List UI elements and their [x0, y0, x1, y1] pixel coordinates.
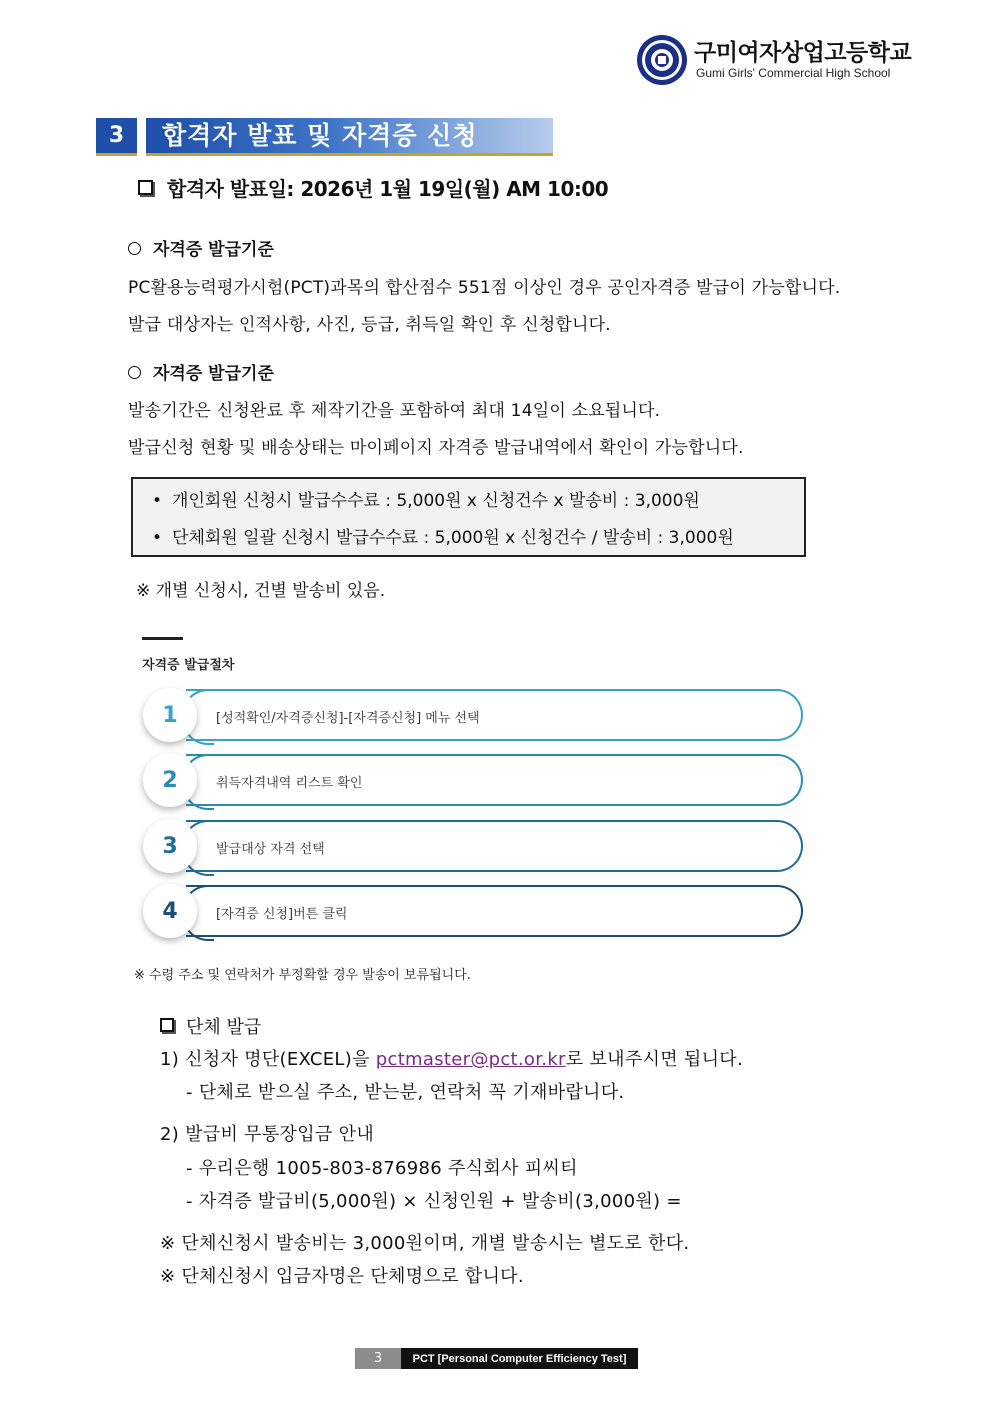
criteria-line-2: 발급 대상자는 인적사항, 사진, 등급, 취득일 확인 후 신청합니다. — [128, 315, 611, 335]
process-title: 자격증 발급절차 — [142, 658, 235, 673]
step-text-4: [자격증 신청]버튼 클릭 — [216, 907, 348, 922]
group-item-2-formula: - 자격증 발급비(5,000원) × 신청인원 + 발송비(3,000원) = — [186, 1191, 682, 1212]
fee-group: • 단체회원 일괄 신청시 발급수수료 : 5,000원 x 신청건수 / 발송비 : 3,000원 — [152, 528, 734, 548]
announcement-date — [138, 173, 608, 202]
group-item-2-bank: - 우리은행 1005-803-876986 주식회사 피씨티 — [186, 1158, 578, 1179]
announcement-text: 합격자 발표일: 2026년 1월 19일(월) AM 10:00 — [167, 177, 609, 201]
section-number: 3 — [96, 118, 137, 156]
checkbox-bullet-icon — [138, 180, 153, 195]
footer-label: PCT [Personal Computer Efficiency Test] — [401, 1348, 638, 1369]
step-text-1: [성적확인/자격증신청]-[자격증신청] 메뉴 선택 — [216, 711, 480, 726]
group-note-1: ※ 단체신청시 발송비는 3,000원이며, 개별 발송시는 별도로 한다. — [160, 1233, 690, 1254]
group-heading: 단체 발급 — [160, 1013, 261, 1039]
step-text-2: 취득자격내역 리스트 확인 — [216, 776, 363, 791]
criteria-line-1: PC활용능력평가시험(PCT)과목의 합산점수 551점 이상인 경우 공인자격증 발급이 가능합니다. — [128, 278, 841, 298]
school-name-korean: 구미여자상업고등학교 — [694, 40, 912, 66]
section-title: 합격자 발표 및 자격증 신청 — [146, 118, 553, 156]
step-number-1: 1 — [143, 688, 197, 742]
step-number-3: 3 — [143, 819, 197, 873]
checkbox-bullet-icon — [160, 1018, 174, 1032]
criteria-heading-1: 자격증 발급기준 — [128, 235, 274, 260]
step-text-3: 발급대상 자격 선택 — [216, 842, 325, 857]
email-link[interactable]: pctmaster@pct.or.kr — [375, 1049, 566, 1070]
group-item-1: 1) 신청자 명단(EXCEL)을 pctmaster@pct.or.kr로 보내주시면 됩니다. — [160, 1049, 744, 1070]
shipping-line-2: 발급신청 현황 및 배송상태는 마이페이지 자격증 발급내역에서 확인이 가능합니다. — [128, 438, 744, 458]
group-item-1-sub: - 단체로 받으실 주소, 받는분, 연락처 꼭 기재바랍니다. — [186, 1082, 625, 1103]
circle-bullet-icon — [128, 242, 141, 255]
step-number-4: 4 — [143, 884, 197, 938]
school-name-english: Gumi Girls' Commercial High School — [696, 66, 891, 80]
step-number-2: 2 — [143, 753, 197, 807]
page-number: 3 — [355, 1348, 401, 1369]
fee-individual: • 개인회원 신청시 발급수수료 : 5,000원 x 신청건수 x 발송비 : 3,000원 — [152, 491, 700, 511]
school-emblem-icon — [636, 34, 688, 86]
group-note-2: ※ 단체신청시 입금자명은 단체명으로 합니다. — [160, 1266, 524, 1287]
process-title-bar — [142, 637, 183, 640]
circle-bullet-icon — [128, 366, 141, 379]
group-item-2: 2) 발급비 무통장입금 안내 — [160, 1124, 375, 1145]
criteria-heading-2: 자격증 발급기준 — [128, 359, 274, 384]
shipping-line-1: 발송기간은 신청완료 후 제작기간을 포함하여 최대 14일이 소요됩니다. — [128, 401, 661, 421]
address-note: ※ 수령 주소 및 연락처가 부정확할 경우 발송이 보류됩니다. — [134, 968, 471, 983]
shipping-note: ※ 개별 신청시, 건별 발송비 있음. — [136, 581, 386, 601]
